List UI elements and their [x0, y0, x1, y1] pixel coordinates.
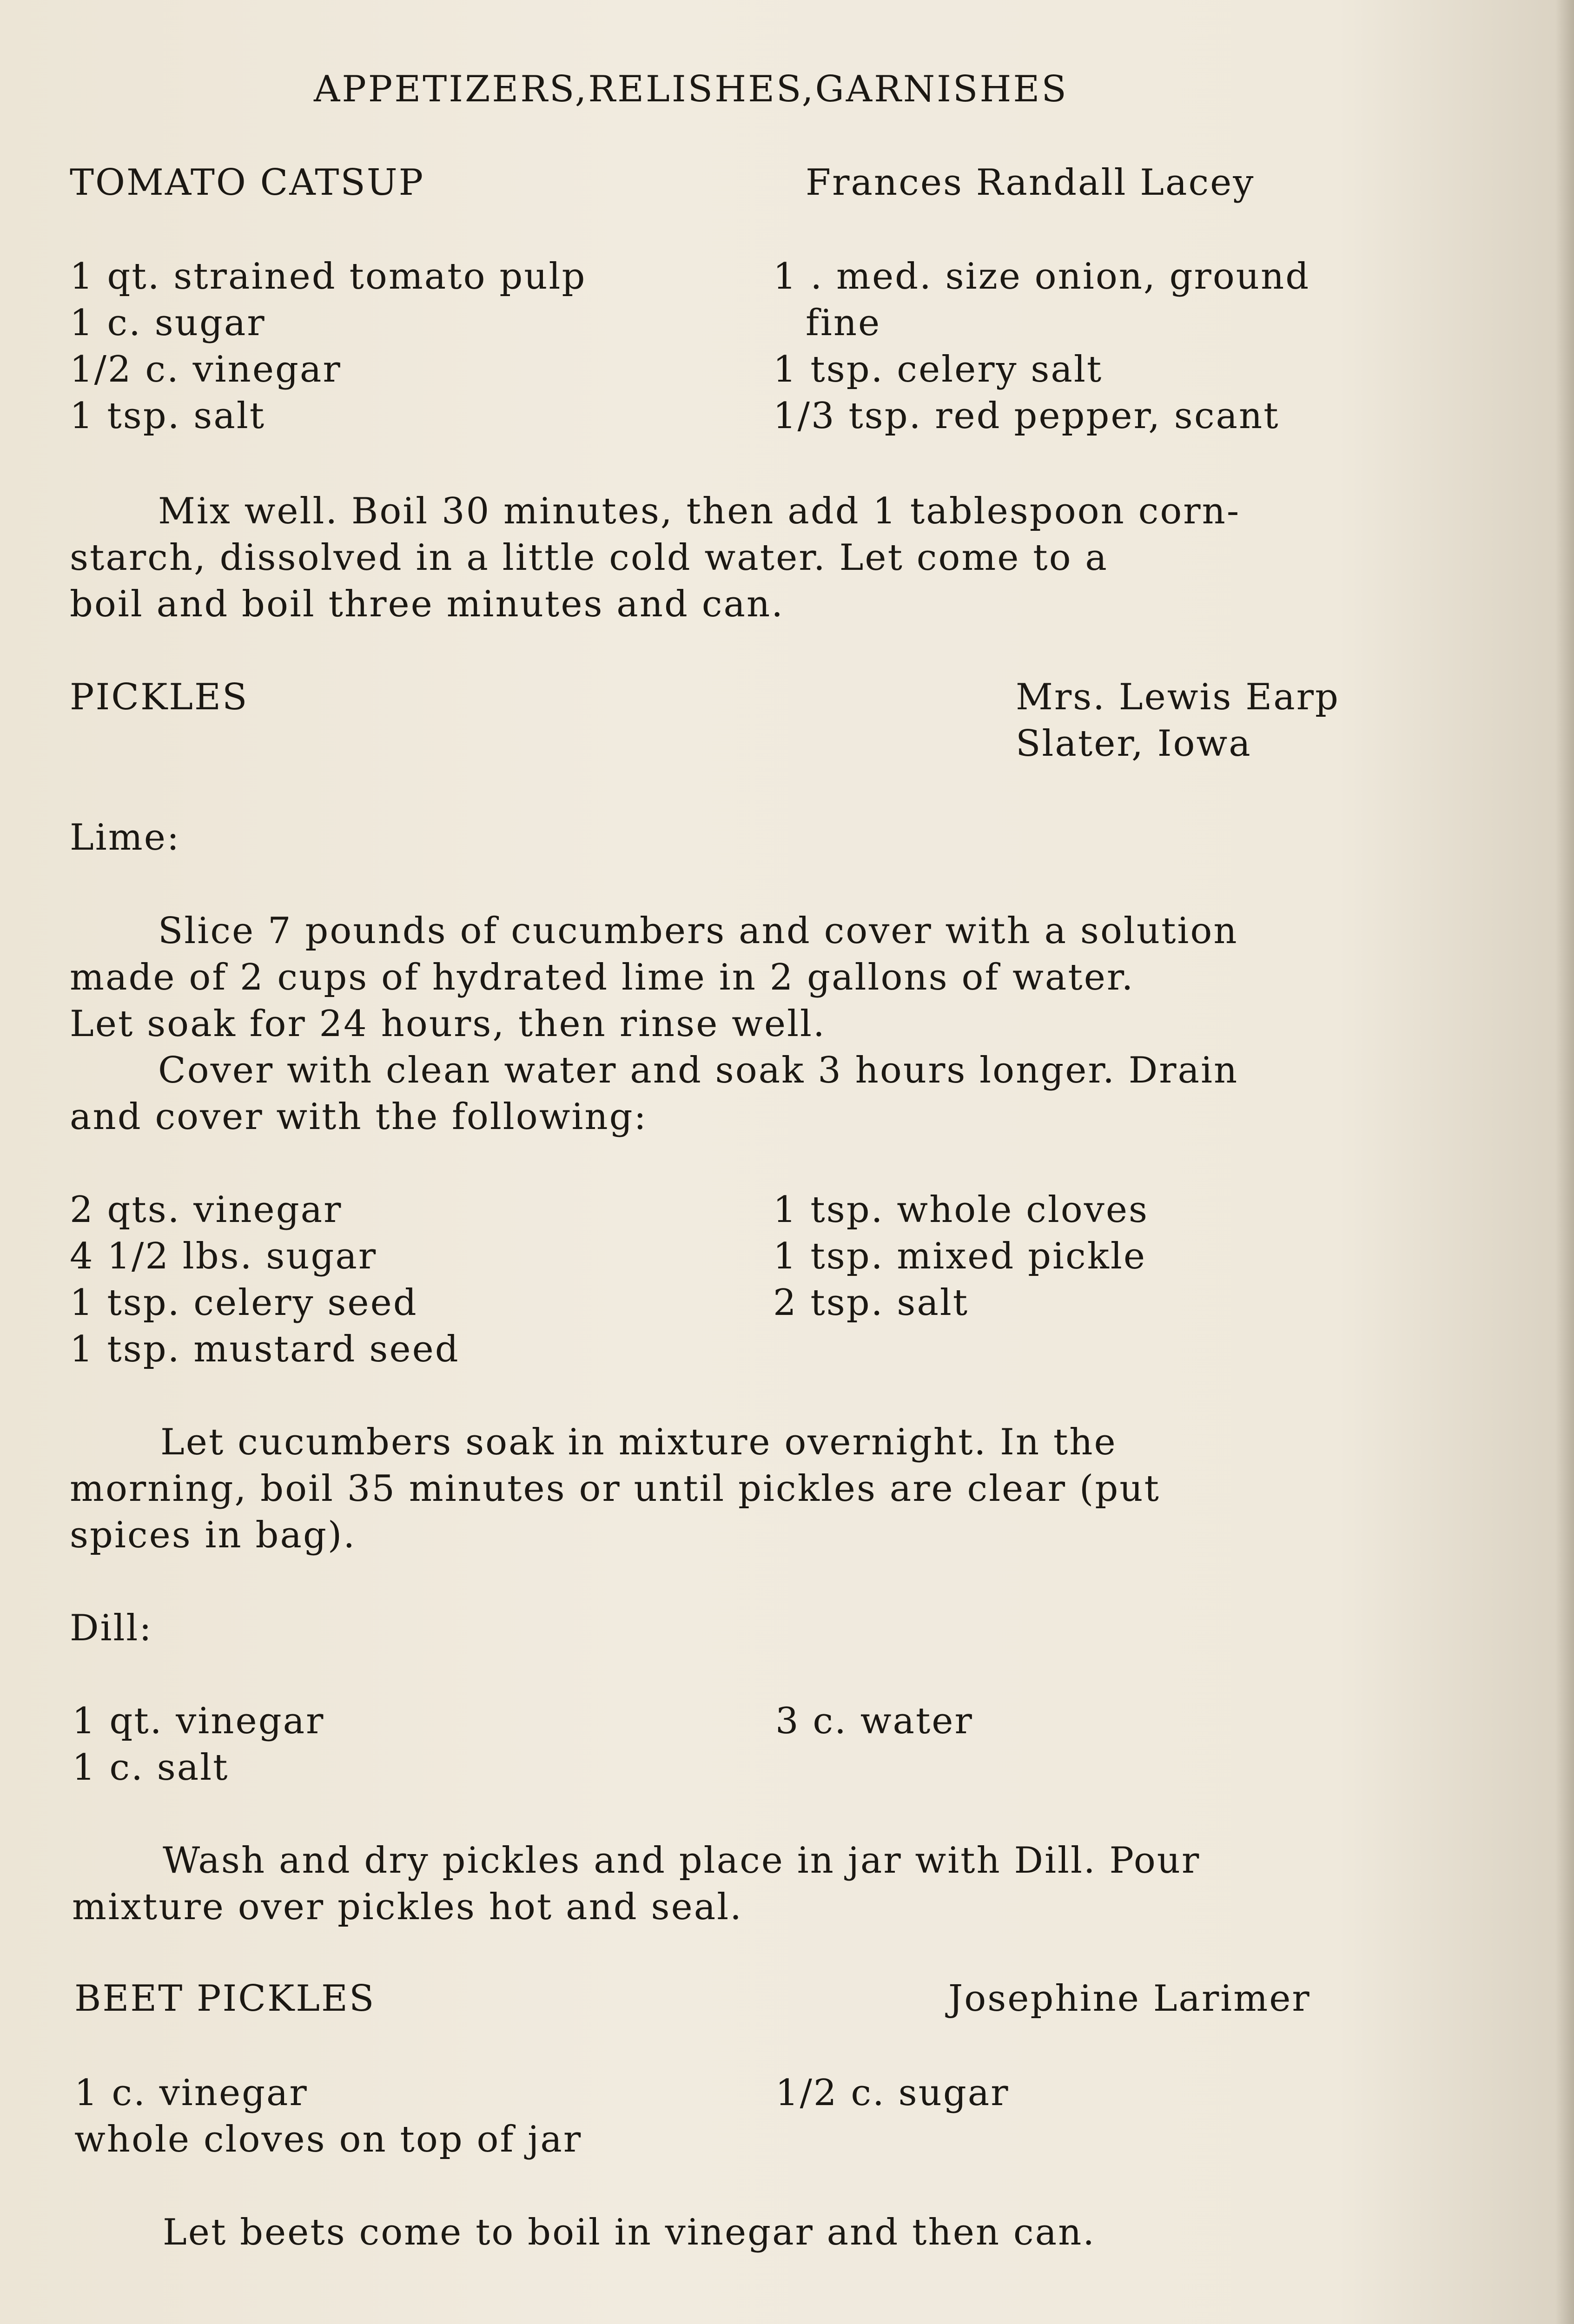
- recipe-author-beet-pickles: Josephine Larimer: [948, 1978, 1311, 2020]
- recipe-directions-line: mixture over pickles hot and seal.: [72, 1886, 743, 1928]
- ingredient-item: fine: [806, 302, 881, 344]
- ingredient-item: 4 1/2 lbs. sugar: [70, 1235, 377, 1277]
- recipe-author-pickles: Mrs. Lewis Earp: [1016, 676, 1340, 718]
- ingredient-item: 1 qt. strained tomato pulp: [70, 256, 587, 297]
- recipe-directions-line: spices in bag).: [70, 1514, 357, 1556]
- page-header: APPETIZERS,RELISHES,GARNISHES: [314, 68, 1068, 110]
- ingredient-item: 1 c. salt: [72, 1747, 229, 1789]
- recipe-directions-line: Let cucumbers soak in mixture overnight. In the: [160, 1421, 1117, 1463]
- ingredient-item: 2 tsp. salt: [773, 1282, 969, 1324]
- ingredient-item: 1 tsp. celery salt: [773, 349, 1103, 390]
- recipe-directions-line: Slice 7 pounds of cucumbers and cover with a solution: [158, 910, 1238, 952]
- ingredient-item: 1 c. vinegar: [74, 2072, 308, 2114]
- ingredient-item: 1 tsp. celery seed: [70, 1282, 418, 1324]
- recipe-directions-line: Cover with clean water and soak 3 hours longer. Drain: [158, 1050, 1239, 1091]
- recipe-directions-line: Let soak for 24 hours, then rinse well.: [70, 1003, 826, 1045]
- recipe-author-location-pickles: Slater, Iowa: [1016, 723, 1252, 765]
- ingredient-item: 1 tsp. mixed pickle: [773, 1235, 1147, 1277]
- ingredient-item: 1 tsp. whole cloves: [773, 1189, 1149, 1231]
- section-label-dill: Dill:: [70, 1607, 153, 1649]
- recipe-directions-line: made of 2 cups of hydrated lime in 2 gallons of water.: [70, 957, 1135, 998]
- page-spine-shadow: [1555, 0, 1574, 2324]
- ingredient-item: 1 qt. vinegar: [72, 1700, 325, 1742]
- ingredient-item: 1/3 tsp. red pepper, scant: [773, 395, 1280, 437]
- ingredient-item: 1 . med. size onion, ground: [773, 256, 1310, 297]
- ingredient-item: 1 tsp. salt: [70, 395, 266, 437]
- recipe-directions-line: and cover with the following:: [70, 1096, 648, 1138]
- section-label-lime: Lime:: [70, 817, 181, 858]
- ingredient-item: 1 tsp. mustard seed: [70, 1328, 460, 1370]
- recipe-directions-line: Wash and dry pickles and place in jar with Dill. Pour: [163, 1840, 1201, 1882]
- recipe-directions-line: boil and boil three minutes and can.: [70, 583, 784, 625]
- ingredient-item: 3 c. water: [775, 1700, 973, 1742]
- recipe-directions-line: starch, dissolved in a little cold water. Let come to a: [70, 537, 1108, 579]
- recipe-directions-line: morning, boil 35 minutes or until pickles are clear (put: [70, 1468, 1160, 1510]
- ingredient-item: 1/2 c. vinegar: [70, 349, 342, 390]
- recipe-title-beet-pickles: BEET PICKLES: [74, 1978, 376, 2020]
- ingredient-item: 1 c. sugar: [70, 302, 266, 344]
- ingredient-item: 1/2 c. sugar: [775, 2072, 1010, 2114]
- ingredient-item: whole cloves on top of jar: [74, 2119, 582, 2160]
- recipe-author-tomato-catsup: Frances Randall Lacey: [806, 162, 1255, 204]
- recipe-title-pickles: PICKLES: [70, 676, 249, 718]
- recipe-directions-line: Mix well. Boil 30 minutes, then add 1 tablespoon corn-: [158, 490, 1241, 532]
- recipe-directions: Let beets come to boil in vinegar and then can.: [163, 2212, 1096, 2253]
- ingredient-item: 2 qts. vinegar: [70, 1189, 343, 1231]
- recipe-title-tomato-catsup: TOMATO CATSUP: [70, 162, 425, 204]
